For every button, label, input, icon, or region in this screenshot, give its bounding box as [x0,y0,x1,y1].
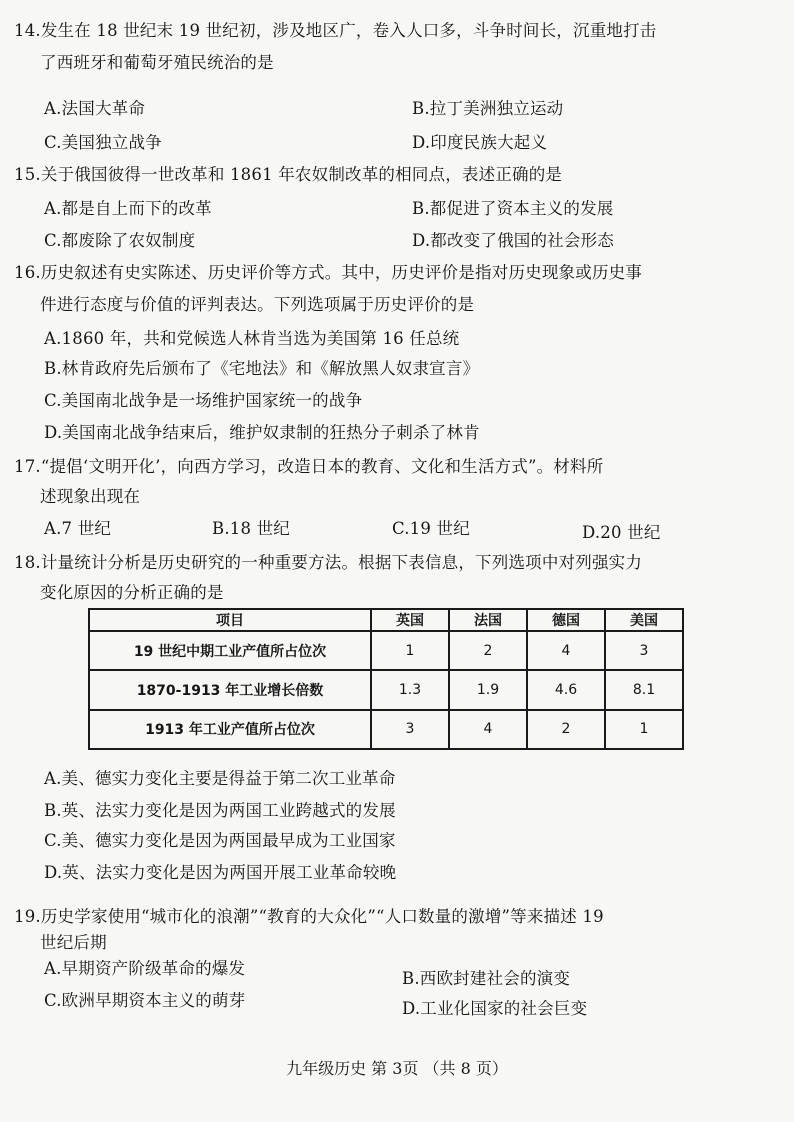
question-19-option-a: A.早期资产阶级革命的爆发 [44,959,246,978]
question-19-stem-line-2: 世纪后期 [40,933,107,952]
table-cell: 8.1 [605,670,683,709]
table-cell: 1.3 [371,670,449,709]
question-16-option-b: B.林肯政府先后颁布了《宅地法》和《解放黑人奴隶宣言》 [44,359,480,378]
question-17-option-c: C.19 世纪 [392,519,470,538]
question-19-option-d: D.工业化国家的社会巨变 [402,999,588,1018]
question-16-option-d: D.美国南北战争结束后，维护奴隶制的狂热分子刺杀了林肯 [44,423,480,442]
table-header-cell: 德国 [527,609,605,631]
table-cell: 4.6 [527,670,605,709]
page-footer: 九年级历史 第 3页 （共 8 页） [286,1059,508,1078]
question-14-option-b: B.拉丁美洲独立运动 [412,99,564,118]
table-row [89,670,683,709]
question-16-stem-line-1: 16.历史叙述有史实陈述、历史评价等方式。其中，历史评价是指对历史现象或历史事 [14,263,643,282]
question-16-stem-line-2: 件进行态度与价值的评判表达。下列选项属于历史评价的是 [40,295,475,314]
question-17-option-a: A.7 世纪 [44,519,112,538]
table-header-row [89,609,683,631]
table-header-cell: 英国 [371,609,449,631]
question-18-stem-line-1: 18.计量统计分析是历史研究的一种重要方法。根据下表信息，下列选项中对列强实力 [14,553,643,572]
table-cell: 2 [527,710,605,749]
table-cell: 1 [605,710,683,749]
table-row [89,710,683,749]
table-row [89,631,683,670]
industry-stats-table [88,608,684,750]
question-14-stem-line-2: 了西班牙和葡萄牙殖民统治的是 [40,53,274,72]
question-18-option-b: B.英、法实力变化是因为两国工业跨越式的发展 [44,801,396,820]
table-header-cell: 美国 [605,609,683,631]
question-16-option-a: A.1860 年，共和党候选人林肯当选为美国第 16 任总统 [44,329,460,348]
question-15-option-a: A.都是自上而下的改革 [44,199,212,218]
table-cell: 3 [371,710,449,749]
question-18-option-d: D.英、法实力变化是因为两国开展工业革命较晚 [44,863,397,882]
question-15-option-d: D.都改变了俄国的社会形态 [412,231,614,250]
table-cell: 3 [605,631,683,670]
question-19-option-b: B.西欧封建社会的演变 [402,969,571,988]
question-19-option-c: C.欧洲早期资本主义的萌芽 [44,991,246,1010]
table-cell: 1870-1913 年工业增长倍数 [89,670,371,709]
table-cell: 1.9 [449,670,527,709]
question-14-stem-line-1: 14.发生在 18 世纪末 19 世纪初，涉及地区广，卷入人口多，斗争时间长，沉重地打击 [14,21,657,40]
table-cell: 4 [449,710,527,749]
question-14-option-d: D.印度民族大起义 [412,133,548,152]
table-cell: 1913 年工业产值所占位次 [89,710,371,749]
question-14-option-c: C.美国独立战争 [44,133,162,152]
question-18-option-c: C.美、德实力变化是因为两国最早成为工业国家 [44,831,396,850]
table-cell: 1 [371,631,449,670]
question-17-stem-line-1: 17.“提倡‘文明开化’，向西方学习，改造日本的教育、文化和生活方式”。材料所 [14,457,604,476]
question-17-stem-line-2: 述现象出现在 [40,487,141,506]
table-header-cell: 法国 [449,609,527,631]
table-cell: 4 [527,631,605,670]
table-header-cell: 项目 [89,609,371,631]
question-19-stem-line-1: 19.历史学家使用“城市化的浪潮”“教育的大众化”“人口数量的激增”等来描述 19 [14,907,604,926]
question-18-stem-line-2: 变化原因的分析正确的是 [40,583,224,602]
question-17-option-d: D.20 世纪 [582,523,661,542]
question-16-option-c: C.美国南北战争是一场维护国家统一的战争 [44,391,363,410]
question-18-option-a: A.美、德实力变化主要是得益于第二次工业革命 [44,769,396,788]
table-cell: 2 [449,631,527,670]
question-17-option-b: B.18 世纪 [212,519,291,538]
question-15-stem-line-1: 15.关于俄国彼得一世改革和 1861 年农奴制改革的相同点，表述正确的是 [14,165,563,184]
question-15-option-b: B.都促进了资本主义的发展 [412,199,614,218]
question-15-option-c: C.都废除了农奴制度 [44,231,196,250]
question-14-option-a: A.法国大革命 [44,99,146,118]
table-cell: 19 世纪中期工业产值所占位次 [89,631,371,670]
